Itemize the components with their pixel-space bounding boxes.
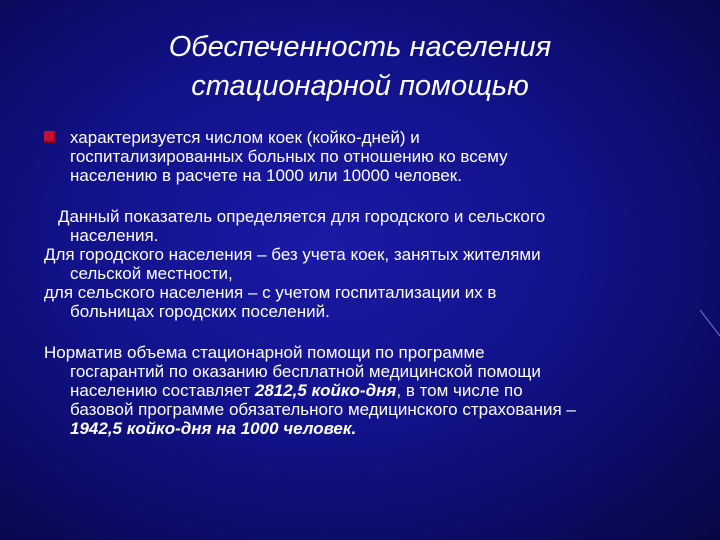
title-line-2: стационарной помощью [191, 70, 529, 102]
slide-body [44, 128, 694, 438]
norm-value: 2812,5 койко-дня [254, 381, 397, 400]
corner-decoration [700, 308, 720, 338]
paragraph-rural [44, 283, 694, 321]
para5-line-5 [70, 419, 694, 438]
para5-line-3 [70, 381, 694, 400]
para3-line-2: сельской местности, [70, 264, 233, 283]
para5-line-4: базовой программе обязательного медицинского страхования – [70, 400, 576, 419]
paragraph-norm [44, 343, 694, 438]
para4-line-1: для сельского населения – с учетом госпитализации их в [44, 283, 497, 302]
paragraph-indicator-scope [44, 207, 694, 245]
bullet-line-2: госпитализированных больных по отношению ко всему [70, 147, 508, 166]
bullet-paragraph [44, 128, 694, 185]
paragraph-urban [44, 245, 694, 283]
para2-line-1: Данный показатель определяется для городского и сельского [58, 207, 546, 226]
square-bullet-icon [44, 131, 56, 143]
para5-line-1: Норматив объема стационарной помощи по программе [44, 343, 485, 362]
para5-line-2: госгарантий по оказанию бесплатной медицинской помощи [70, 362, 541, 381]
bullet-line-1: характеризуется числом коек (койко-дней) и [70, 128, 420, 147]
para5-line-3-pre: населению составляет [70, 381, 255, 400]
bullet-line-3: населению в расчете на 1000 или 10000 человек. [70, 166, 462, 185]
para3-line-1: Для городского населения – без учета коек, занятых жителями [44, 245, 541, 264]
para4-line-2: больницах городских поселений. [70, 302, 330, 321]
title-line-1: Обеспеченность населения [168, 31, 552, 63]
base-norm-value: 1942,5 койко-дня на 1000 человек. [70, 419, 357, 438]
para2-line-2: населения. [70, 226, 159, 245]
para5-line-3-post: , в том числе по [396, 381, 523, 400]
slide-title [100, 28, 620, 106]
